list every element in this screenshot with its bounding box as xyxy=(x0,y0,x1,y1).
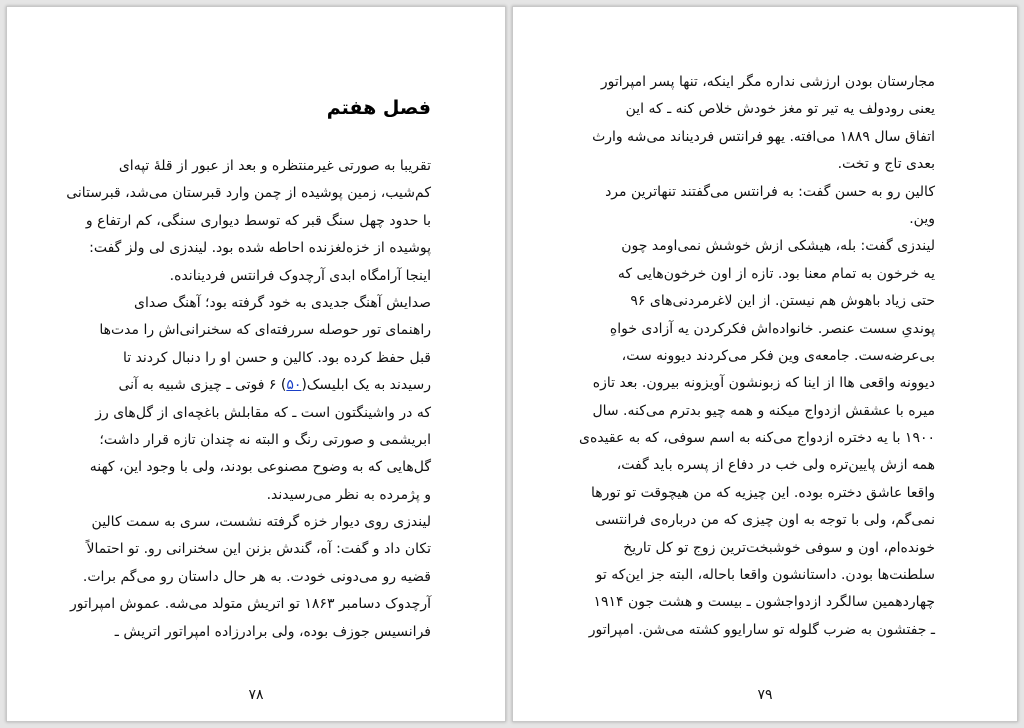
text-line: و پژمرده به نظر می‌رسیدند. xyxy=(266,486,431,503)
text-line: ۱۹۰۰ با یه دختره ازدواج می‌کنه به اسم سوفی، که به عقیده‌ی xyxy=(579,430,935,447)
text-line: پوندیِ سست عنصر. خانواده‌اش فکرکردن یه آزادی خواهِ xyxy=(609,320,935,337)
text-line: با حدود چهل سنگ قبر که توسط دیواری سنگی، کم ارتفاع و xyxy=(85,212,431,229)
text-line: خونده‌ام، اون و سوفی خوشبخت‌ترین زوج تو کل تاریخ xyxy=(623,539,935,556)
text-line: ابریشمی و صورتی رنگ و البته نه چندان تازه قرار داشت؛ xyxy=(99,431,431,448)
text-line: تکان داد و گفت: آه، گندش بزنن این سخنرانی رو. تو احتمالاً xyxy=(86,541,431,558)
text-line: آرچدوک دسامبر ۱۸۶۳ تو اتریش متولد می‌شه. عموش امپراتور xyxy=(69,596,431,613)
chapter-title: فصل هفتم xyxy=(326,97,431,119)
right-page-body xyxy=(579,69,935,644)
left-page-body xyxy=(66,153,431,646)
text-line: لیندزی گفت: بله، هیشکی ازش خوشش نمی‌اومد چون xyxy=(621,238,935,255)
text-line: کالین رو به حسن گفت: به فرانتس می‌گفتند تنهاترین مرد xyxy=(605,183,935,200)
text-line: پوشیده از خزه‌لغزنده احاطه شده بود. لیندزی لی ولز گفت: xyxy=(89,240,431,257)
left-page-number: ۷۸ xyxy=(248,687,264,703)
text-line: بی‌عرضه‌ست. جامعه‌ی وین فکر می‌کردند دیوونه ست، xyxy=(621,347,935,364)
text-line: چهاردهمین سالگرد ازدواجشون ـ بیست و هشت جون ۱۹۱۴ xyxy=(593,594,935,611)
text-line: اینجا آرامگاه ابدی آرچدوک فرانتس فردیناند‌ه. xyxy=(169,267,431,284)
text-line: کم‌شیب، زمین پوشیده از چمن وارد قبرستان می‌شد، قبرستانی xyxy=(66,185,431,202)
right-page-number: ۷۹ xyxy=(757,687,773,703)
text-line: واقعا عاشق دختره بوده. این چیزیه که من هیچوقت تو تورها xyxy=(591,484,935,501)
text-line: قضیه رو می‌دونی خودت. به هر حال داستان رو می‌گم برات. xyxy=(82,568,431,585)
text-line: یعنی رودولف یه تیر تو مغز خودش خلاص کنه ـ که این xyxy=(625,101,935,118)
text-line: دیوونه واقعی هاا از اینا که زبونشون آویزونه بیرون. بعد تازه xyxy=(592,375,935,392)
right-page xyxy=(512,6,1018,722)
text-line: همه ازش پایین‌تره ولی خب در دفاع از پسره باید گفت، xyxy=(616,457,935,474)
text-line: مجارستان بودن ارزشی نداره مگر اینکه، تنها پسر امپراتور xyxy=(600,74,935,90)
text-line: نمی‌گم، ولی با توجه به اون چیزی که من درباره‌ی فرانتسی xyxy=(595,512,935,529)
text-line: صدایش آهنگ جدیدی به خود گرفته بود؛ آهنگ صدای xyxy=(134,294,431,311)
text-line: فرانسیس جوزف بوده، ولی برادرزاده امپراتور اتریش ـ xyxy=(114,623,431,640)
text-line: لیندزی روی دیوار خزه گرفته نشست، سری به سمت کالین xyxy=(91,514,431,531)
text-line: ـ جفتشون به ضرب گلوله تو سارایوو کشته می‌شن. امپراتور xyxy=(588,621,935,638)
text-line: تقریبا به صورتی غیرمنتظره و بعد از عبور از قلۀ تپه‌ای xyxy=(118,158,431,174)
text-line: سلطنت‌ها بودن. داستانشون واقعا باحاله، البته جز این‌که تو xyxy=(595,567,935,584)
footnote-reference-link[interactable]: ۵۰ xyxy=(286,377,302,394)
text-line: میره با عشقش ازدواج میکنه و همه چیو بدترم می‌کنه. سال xyxy=(592,402,935,419)
text-line: اتفاق سال ۱۸۸۹ می‌افته. یهو فرانتس فردیناند می‌شه وارث xyxy=(592,128,935,145)
text-line: وین. xyxy=(909,210,935,227)
left-page xyxy=(6,6,506,722)
text-line: قبل حفظ کرده بود. کالین و حسن او را دنبال کردند تا xyxy=(122,349,431,366)
text-line: بعدی تاج و تخت. xyxy=(837,156,935,173)
text-line: یه خرخون به تمام معنا بود. تازه از اون خرخون‌هایی که xyxy=(617,265,935,282)
text-line: رسیدند به یک ابلیسک(۵۰) ۶ فوتی ـ چیزی شبیه به آنی xyxy=(118,377,431,394)
text-line: گل‌هایی که به وضوح مصنوعی بودند، ولی با وجود این، کهنه xyxy=(89,459,431,476)
text-line: حتی زیاد باهوش هم نیستن. از این لاغرمردنی‌های ۹۶ xyxy=(630,293,935,310)
text-line: که در واشینگتون است ـ که مقابلش باغچه‌ای از گل‌های رز xyxy=(95,404,431,421)
text-line: راهنمای تور حوصله سررفته‌ای که سخنرانی‌اش را مدت‌ها xyxy=(99,322,431,339)
